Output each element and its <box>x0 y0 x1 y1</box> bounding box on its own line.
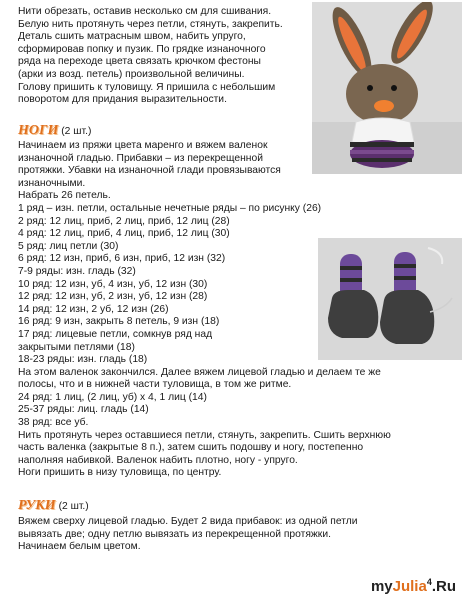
watermark-my: my <box>370 578 393 595</box>
text-line: Начинаем белым цветом. <box>18 541 141 553</box>
legs-count: (2 шт.) <box>61 126 92 137</box>
text-line: 38 ряд: все уб. <box>18 417 89 429</box>
arms-title: РУКИ <box>18 498 56 513</box>
legs-heading <box>18 124 91 139</box>
legs-title: НОГИ <box>18 123 59 138</box>
watermark-ru: .Ru <box>431 578 456 595</box>
text-line: 4 ряд: 12 лиц, приб, 4 лиц, приб, 12 лиц (30) <box>18 228 230 240</box>
text-line: протяжки. Убавки на изнаночной глади провязываются <box>18 165 281 177</box>
boots-photo <box>318 238 462 360</box>
text-line: Набрать 26 петель. <box>18 190 111 202</box>
text-line: часть валенка (закрытые 8 п.), затем сшить подошву и ногу, постепенно <box>18 442 364 454</box>
text-line: полосы, что и в нижней части туловища, в том же ритме. <box>18 379 292 391</box>
watermark-julia: Julia <box>392 578 427 595</box>
watermark <box>371 577 456 595</box>
text-line: 10 ряд: 12 изн, уб, 4 изн, уб, 12 изн (30) <box>18 278 208 290</box>
text-line: 24 ряд: 1 лиц, (2 лиц, уб) х 4, 1 лиц (14) <box>18 391 207 403</box>
text-line: Нити обрезать, оставив несколько см для сшивания. <box>18 6 272 17</box>
text-line: 18-23 ряды: изн. гладь (18) <box>18 354 148 366</box>
text-line: (арки из возд. петель) произвольной величины. <box>18 68 245 80</box>
text-line: Ноги пришить в низу туловища, по центру. <box>18 467 222 479</box>
text-line: закрытыми петлями (18) <box>18 341 135 353</box>
text-line: На этом валенок закончился. Далее вяжем лицевой гладью и делаем те же <box>18 366 381 378</box>
text-line: ряда на переходе цвета связать крючком фестоны <box>18 56 261 68</box>
text-line: изнаночными. <box>18 177 86 189</box>
page-number: 4 <box>426 577 432 587</box>
text-line: Голову пришить к туловищу. Я пришила с небольшим <box>18 81 276 93</box>
text-line: 17 ряд: лицевые петли, сомкнув ряд над <box>18 328 213 340</box>
text-line: Белую нить протянуть через петли, стянуть, закрепить. <box>18 18 283 30</box>
arms-text <box>18 516 357 554</box>
text-line: Нить протянуть через оставшиеся петли, стянуть, закрепить. Сшить верхнюю <box>18 429 391 441</box>
text-line: наполняя набивкой. Валенок набить плотно, ногу - упруго. <box>18 454 298 466</box>
text-line: 12 ряд: 12 изн, уб, 2 изн, уб, 12 изн (28) <box>18 291 208 303</box>
text-line: Начинаем из пряжи цвета маренго и вяжем валенок <box>18 140 268 151</box>
text-line: Деталь сшить матрасным швом, набить упруго, <box>18 31 246 43</box>
text-line: 1 ряд – изн. петли, остальные нечетные ряды – по рисунку (26) <box>18 202 322 214</box>
arms-heading <box>18 499 89 514</box>
text-line: 6 ряд: 12 изн, приб, 6 изн, приб, 12 изн (32) <box>18 253 226 265</box>
text-line: 2 ряд: 12 лиц, приб, 2 лиц, приб, 12 лиц (28) <box>18 215 230 227</box>
text-line: 16 ряд: 9 изн, закрыть 8 петель, 9 изн (18) <box>18 316 220 328</box>
intro-text <box>18 6 283 107</box>
text-line: 14 ряд: 12 изн, 2 уб, 12 изн (26) <box>18 303 169 315</box>
text-line: 5 ряд: лиц петли (30) <box>18 240 119 252</box>
text-line: 7-9 ряды: изн. гладь (32) <box>18 265 136 277</box>
text-line: поворотом для придания выразительности. <box>18 94 227 106</box>
text-line: сформировав попку и пузик. По грядке изнаночного <box>18 43 266 55</box>
arms-count: (2 шт.) <box>58 501 89 512</box>
text-line: вывязать две; одну петлю вывязать из перекрещенной протяжки. <box>18 528 331 540</box>
text-line: изнаночной гладью. Прибавки – из перекрещенной <box>18 152 263 164</box>
text-line: 25-37 ряды: лиц. гладь (14) <box>18 404 149 416</box>
text-line: Вяжем сверху лицевой гладью. Будет 2 вида прибавок: из одной петли <box>18 516 358 527</box>
